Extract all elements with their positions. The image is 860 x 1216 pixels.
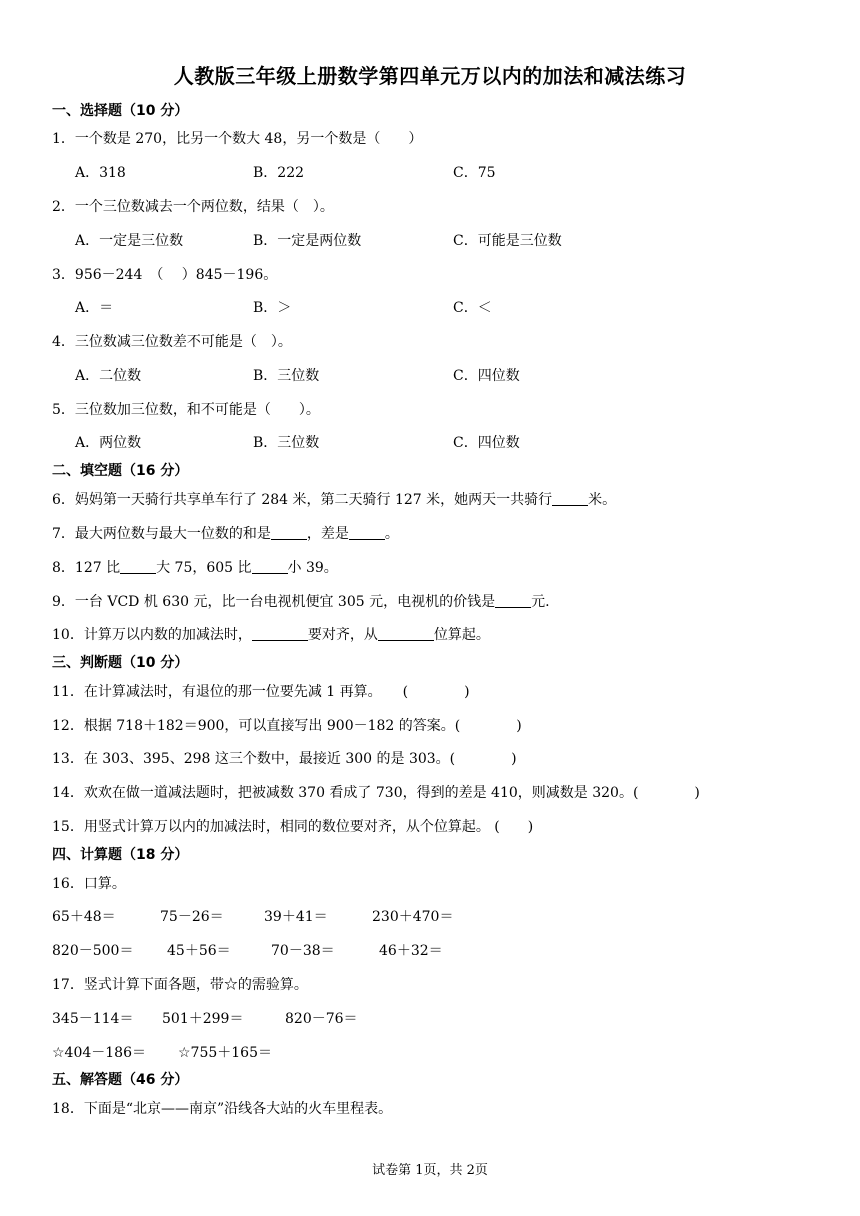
mental-math-item: 45＋56＝ [167, 943, 231, 959]
q5-option-b: B．三位数 [253, 435, 320, 451]
q2-option-a: A．一定是三位数 [75, 233, 184, 249]
mental-math-item: 65＋48＝ [52, 909, 116, 925]
written-calc-item: ☆404－186＝ [52, 1045, 146, 1061]
q6-unit: 米。 [588, 492, 617, 508]
question-12: 12．根据 718＋182＝900，可以直接写出 900－182 的答案。( ) [52, 718, 522, 734]
q3-option-b: B．＞ [253, 300, 292, 316]
mental-math-item: 230＋470＝ [372, 909, 454, 925]
q9-unit: 元. [531, 594, 550, 610]
page-title: 人教版三年级上册数学第四单元万以内的加法和减法练习 [173, 64, 687, 88]
page-footer: 试卷第 1页，共 2页 [372, 1163, 488, 1178]
q3-option-a: A．＝ [75, 300, 114, 316]
answer-blank[interactable] [552, 491, 588, 506]
q10-text: 10．计算万以内数的加减法时， [52, 627, 252, 643]
mental-math-item: 39＋41＝ [264, 909, 328, 925]
question-3: 3．956－244 （ ）845－196。 [52, 267, 278, 283]
q2-option-b: B．一定是两位数 [253, 233, 362, 249]
answer-blank[interactable] [271, 525, 307, 540]
question-14: 14．欢欢在做一道减法题时，把被减数 370 看成了 730，得到的差是 410，则减数是 320。( ) [52, 785, 700, 801]
question-13: 13．在 303、395、298 这三个数中，最接近 300 的是 303。( ) [52, 751, 517, 767]
answer-blank[interactable] [252, 626, 308, 641]
section-heading-fill: 二、填空题（16 分） [52, 463, 189, 479]
q6-text: 6．妈妈第一天骑行共享单车行了 284 米，第二天骑行 127 米，她两天一共骑行 [52, 492, 553, 508]
question-16: 16．口算。 [52, 876, 126, 892]
q4-option-b: B．三位数 [253, 368, 320, 384]
q1-option-b: B．222 [253, 165, 305, 181]
q1-option-a: A．318 [75, 165, 126, 181]
written-calc-item: 501＋299＝ [162, 1011, 244, 1027]
q3-option-c: C．＜ [453, 300, 492, 316]
section-heading-calc: 四、计算题（18 分） [52, 847, 189, 863]
mental-math-item: 75－26＝ [160, 909, 224, 925]
answer-blank[interactable] [252, 559, 288, 574]
question-9 [52, 591, 550, 611]
question-10 [52, 624, 490, 644]
question-5: 5．三位数加三位数，和不可能是（ ）。 [52, 402, 320, 418]
answer-blank[interactable] [495, 593, 531, 608]
written-calc-item: 820－76＝ [285, 1011, 358, 1027]
answer-blank[interactable] [120, 559, 156, 574]
q5-option-c: C．四位数 [453, 435, 520, 451]
q4-option-c: C．四位数 [453, 368, 520, 384]
mental-math-item: 70－38＝ [271, 943, 335, 959]
q5-option-a: A．两位数 [75, 435, 142, 451]
q7-text-end: 。 [384, 526, 399, 542]
q10-text-end: 位算起。 [433, 627, 490, 643]
question-7 [52, 523, 399, 543]
q8-text-mid: 大 75，605 比 [156, 560, 252, 576]
section-heading-choice: 一、选择题（10 分） [52, 103, 189, 119]
answer-blank[interactable] [378, 626, 434, 641]
written-calc-item: ☆755＋165＝ [178, 1045, 272, 1061]
question-18: 18．下面是“北京——南京”沿线各大站的火车里程表。 [52, 1101, 393, 1117]
mental-math-item: 820－500＝ [52, 943, 134, 959]
section-heading-solve: 五、解答题（46 分） [52, 1072, 189, 1088]
question-11: 11．在计算减法时，有退位的那一位要先减 1 再算。 ( ) [52, 684, 470, 700]
answer-blank[interactable] [349, 525, 385, 540]
mental-math-item: 46＋32＝ [379, 943, 443, 959]
q8-text: 8．127 比 [52, 560, 121, 576]
question-1: 1．一个数是 270，比另一个数大 48，另一个数是（ ） [52, 131, 423, 147]
question-4: 4．三位数减三位数差不可能是（ ）。 [52, 334, 292, 350]
q7-text-mid: ，差是 [306, 526, 349, 542]
question-17: 17．竖式计算下面各题，带☆的需验算。 [52, 977, 308, 993]
question-8 [52, 557, 338, 577]
q8-text-end: 小 39。 [287, 560, 338, 576]
question-2: 2．一个三位数减去一个两位数，结果（ ）。 [52, 199, 334, 215]
q1-option-c: C．75 [453, 165, 496, 181]
question-6 [52, 489, 616, 509]
q7-text: 7．最大两位数与最大一位数的和是 [52, 526, 271, 542]
question-15: 15．用竖式计算万以内的加减法时，相同的数位要对齐，从个位算起。 ( ) [52, 819, 534, 835]
q4-option-a: A．二位数 [75, 368, 142, 384]
q2-option-c: C．可能是三位数 [453, 233, 562, 249]
q10-text-mid: 要对齐，从 [307, 627, 378, 643]
written-calc-item: 345－114＝ [52, 1011, 134, 1027]
q9-text: 9．一台 VCD 机 630 元，比一台电视机便宜 305 元，电视机的价钱是 [52, 594, 496, 610]
section-heading-judge: 三、判断题（10 分） [52, 655, 189, 671]
